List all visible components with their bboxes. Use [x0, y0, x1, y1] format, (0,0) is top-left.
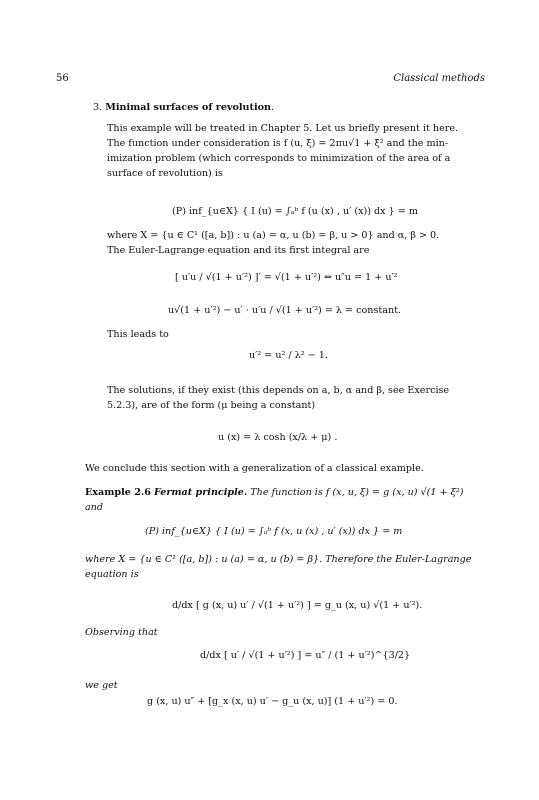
equation-fermat-problem: (P) inf_{u∈X} { I (u) = ∫ₐᵇ f (x, u (x) , u′ (x)) dx } = m — [145, 526, 403, 537]
equation-u-prime-squared: u′² = u² / λ² − 1. — [249, 350, 328, 361]
item-3-heading: 3. Minimal surfaces of revolution. — [93, 102, 275, 113]
item-3-paragraph-3: The solutions, if they exist (this depends on a, b, α and β, see Exercise 5.2.3), are of the form (μ being a constant) — [107, 385, 450, 411]
item-title: Minimal surfaces of revolution — [105, 102, 271, 113]
leads-to-text: This leads to — [107, 329, 169, 340]
page-number: 56 — [56, 73, 69, 84]
example-name: Fermat principle — [153, 487, 244, 498]
equation-fermat-euler-lagrange: d/dx [ g (x, u) u′ / √(1 + u′²) ] = g_u (x, u) √(1 + u′²). — [172, 600, 423, 611]
example-intro: The function is f (x, u, ξ) = g (x, u) √(1 + ξ²) — [250, 487, 464, 498]
item-3-paragraph-1: This example will be treated in Chapter 5. Let us briefly present it here. The function under consideration is f (u, ξ) = 2πu√1 + ξ² and the min- imization problem (which corresponds to minimization of the area of a surface of revolution) is — [107, 123, 459, 179]
conclusion-sentence: We conclude this section with a generalization of a classical example. — [85, 463, 424, 474]
equation-first-integral: u√(1 + u′²) − u′ · u′u / √(1 + u′²) = λ = constant. — [168, 305, 402, 316]
example-where-text: where X = {u ∈ C¹ ([a, b]) : u (a) = α, u (b) = β}. Therefore the Euler-Lagrange equation is — [85, 554, 472, 580]
example-label: Example 2.6 — [85, 487, 151, 498]
equation-derivative-identity: d/dx [ u′ / √(1 + u′²) ] = u″ / (1 + u′²)^{3/2} — [200, 650, 411, 661]
example-2-6: Example 2.6 Fermat principle. The function is f (x, u, ξ) = g (x, u) √(1 + ξ²) and — [85, 487, 464, 513]
running-title: Classical methods — [393, 73, 485, 84]
item-3-paragraph-2: where X = {u ∈ C¹ ([a, b]) : u (a) = α, u (b) = β, u > 0} and α, β > 0. The Euler-Lagrange equation and its first integral are — [107, 230, 440, 256]
observing-text: Observing that — [85, 627, 158, 638]
we-get-text: we get — [85, 680, 118, 691]
equation-minimal-surface-problem: (P) inf_{u∈X} { I (u) = ∫ₐᵇ f (u (x) , u′ (x)) dx } = m — [172, 206, 418, 217]
item-number: 3. — [93, 102, 103, 113]
equation-catenary-solution: u (x) = λ cosh (x/λ + μ) . — [218, 432, 338, 443]
equation-fermat-final: g (x, u) u″ + [g_x (x, u) u′ − g_u (x, u)] (1 + u′²) = 0. — [147, 696, 398, 707]
equation-euler-lagrange: [ u′u / √(1 + u′²) ]′ = √(1 + u′²) ⇔ u″u = 1 + u′² — [175, 272, 398, 283]
